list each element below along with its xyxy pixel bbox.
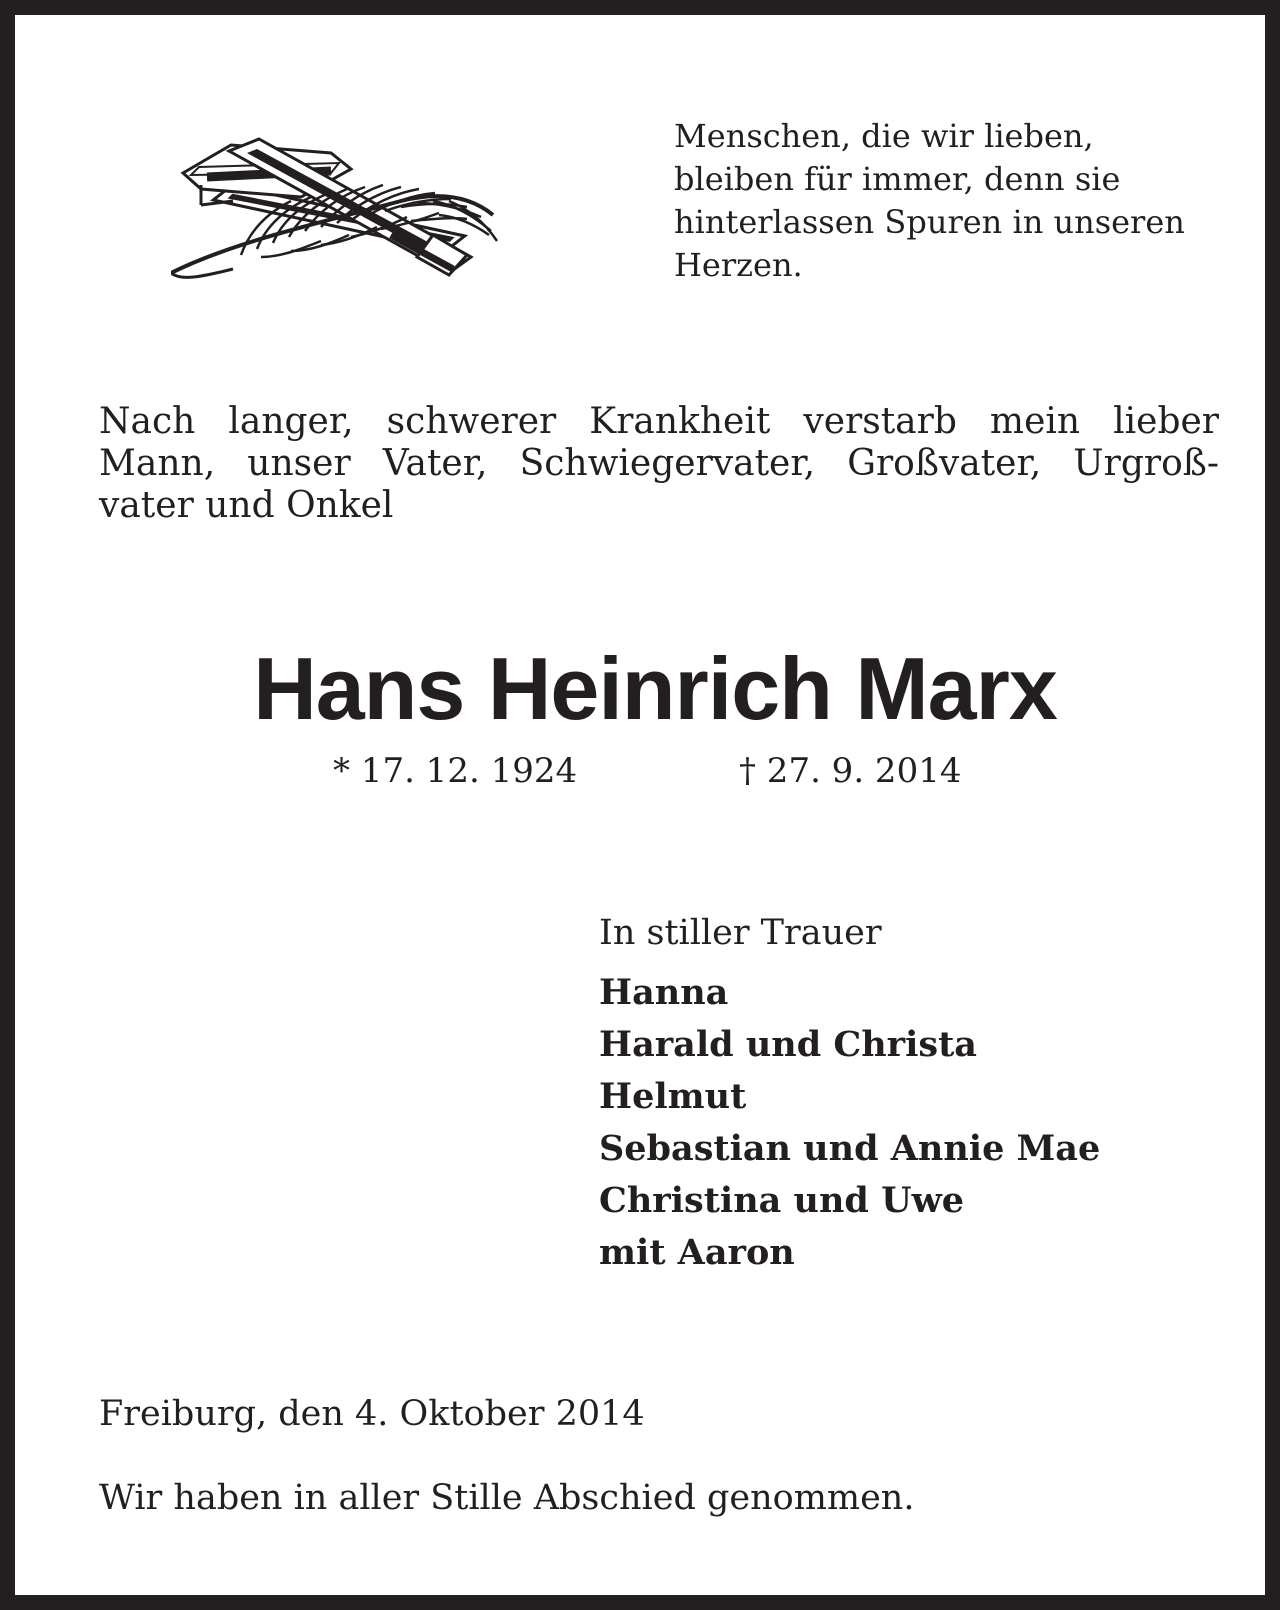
mourner-name: Sebastian und Annie Mae [599,1128,1101,1169]
motto-line: Menschen, die wir lieben, [674,117,1094,155]
motto-line: hinterlassen Spuren in unseren [674,203,1185,241]
motto-line: Herzen. [674,246,803,284]
farewell-note: Wir haben in aller Stille Abschied genommen. [99,1478,915,1518]
deceased-name: Hans Heinrich Marx [253,639,1057,738]
motto-line: bleiben für immer, denn sie [674,160,1121,198]
motto-quote [674,115,1234,287]
death-date: † 27. 9. 2014 [739,751,962,791]
intro-line: Mann, unser Vater, Schwiegervater, Großvater, Urgroß- [99,443,1219,484]
mourners-list [599,967,1100,1279]
cross-with-palm-frond-icon [171,131,511,291]
mourning-label: In stiller Trauer [599,913,882,953]
mourner-name: mit Aaron [599,1232,795,1273]
intro-line: Nach langer, schwerer Krankheit verstarb mein lieber [99,401,1219,442]
mourner-name: Helmut [599,1076,747,1117]
mourner-name: Harald und Christa [599,1024,977,1065]
intro-line: vater und Onkel [99,485,394,526]
place-and-date: Freiburg, den 4. Oktober 2014 [99,1394,645,1434]
mourner-name: Christina und Uwe [599,1180,964,1221]
intro-text [99,401,1219,527]
mourner-name: Hanna [599,972,729,1013]
birth-date: * 17. 12. 1924 [333,751,578,791]
